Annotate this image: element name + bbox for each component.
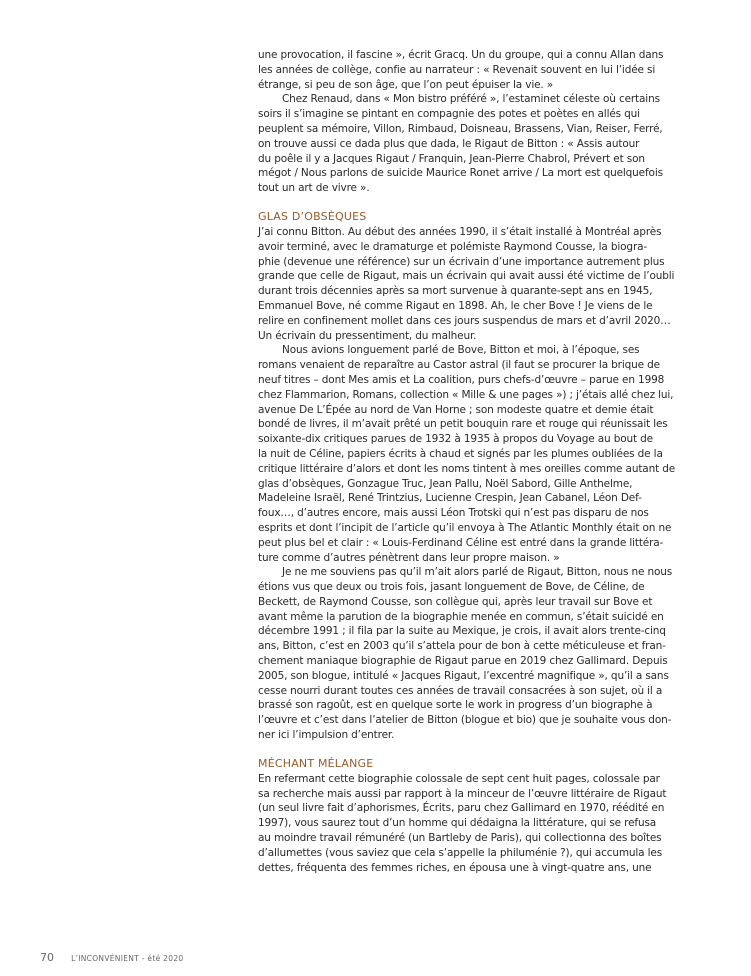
text-line: Emmanuel Bove, né comme Rigaut en 1898. Ah, le cher Bove ! Je viens de le (258, 299, 653, 312)
text-line: 1997), vous saurez tout d’un homme qui dédaigna la littérature, qui se refusa (258, 817, 657, 830)
text-line: esprits et dont l’incipit de l’article qu’il envoya à The Atlantic Monthly était on ne (258, 521, 672, 534)
text-line: les années de collège, confie au narrateur : « Revenait souvent en lui l’idée si (258, 63, 656, 76)
text-line: Un écrivain du pressentiment, du malheur. (258, 329, 477, 342)
text-line: peut plus bel et clair : « Louis-Ferdinand Céline est entré dans la grande littéra- (258, 536, 664, 549)
text-line: du poêle il y a Jacques Rigaut / Franquin, Jean-Pierre Chabrol, Prévert et son (258, 152, 645, 165)
text-line: avoir terminé, avec le dramaturge et polémiste Raymond Cousse, la biogra- (258, 240, 648, 253)
text-line: étrange, si peu de son âge, que l’on peut épuiser la vie. » (258, 78, 554, 91)
page-footer (40, 946, 183, 965)
section-heading-mechant: MÉCHANT MÉLANGE (258, 756, 374, 770)
text-line: relire en confinement mollet dans ces jours suspendus de mars et d’avril 2020… (258, 314, 671, 327)
section1-para3 (258, 565, 678, 743)
text-line: étions vus que deux ou trois fois, jasant longuement de Bove, de Céline, de (258, 581, 645, 594)
text-line: Beckett, de Raymond Cousse, son collègue qui, après leur travail sur Bove et (258, 595, 653, 608)
text-line: Nous avions longuement parlé de Bove, Bitton et moi, à l’époque, ses (282, 344, 640, 357)
text-line: cesse nourri durant toutes ces années de travail consacrées à son sujet, où il a (258, 684, 663, 697)
text-line: durant trois décennies après sa mort survenue à quarante-sept ans en 1945, (258, 285, 653, 298)
text-line: brassé son ragoût, est en quelque sorte le work in progress d’un biographe à (258, 699, 653, 712)
text-line: au moindre travail rémunéré (un Bartleby de Paris), qui collectionna des boîtes (258, 832, 662, 845)
text-line: ture comme d’autres pénètrent dans leur propre maison. » (258, 551, 560, 564)
text-line: la nuit de Céline, papiers écrits à chaud et signés par les plumes oubliées de la (258, 447, 663, 460)
text-line: d’allumettes (vous saviez que cela s’appelle la philuménie ?), qui accumula les (258, 846, 663, 859)
text-line: décembre 1991 ; il fila par la suite au Mexique, je crois, il avait alors trente-cinq (258, 625, 666, 638)
text-line: grande que celle de Rigaut, mais un écrivain qui avait aussi été victime de l’oubli (258, 270, 675, 283)
text-line: chez Flammarion, Romans, collection « Mille & une pages ») ; j’étais allé chez lui, (258, 388, 674, 401)
text-line: 2005, son blogue, intitulé « Jacques Rigaut, l’excentré magnifique », qu’il a sans (258, 669, 669, 682)
text-line: neuf titres – dont Mes amis et La coalition, purs chefs-d’œuvre – parue en 1998 (258, 373, 665, 386)
text-line: ner ici l’impulsion d’entrer. (258, 729, 395, 742)
text-line: glas d’obsèques, Gonzague Truc, Jean Pallu, Noël Sabord, Gille Anthelme, (258, 477, 633, 490)
text-line: chement maniaque biographie de Rigaut parue en 2019 chez Gallimard. Depuis (258, 655, 668, 668)
text-line: avenue De L’Épée au nord de Van Horne ; son modeste quatre et demie était (258, 403, 654, 416)
text-line: une provocation, il fascine », écrit Gracq. Un du groupe, qui a connu Allan dans (258, 49, 664, 61)
text-line: peuplent sa mémoire, Villon, Rimbaud, Doisneau, Brassens, Vian, Reiser, Ferré, (258, 122, 663, 135)
text-line: romans venaient de reparaître au Castor astral (il faut se procurer la brique de (258, 359, 660, 372)
page-number: 70 (40, 951, 54, 964)
text-line: dettes, fréquenta des femmes riches, en épousa une à vingt-quatre ans, une (258, 861, 652, 874)
text-line: l’œuvre et c’est dans l’atelier de Bitton (blogue et bio) que je souhaite vous don- (258, 714, 672, 727)
section-heading-glas: GLAS D’OBSÈQUES (258, 209, 367, 223)
text-line: J’ai connu Bitton. Au début des années 1990, il s’était installé à Montréal après (258, 225, 662, 238)
text-line: bondé de livres, il m’avait prêté un petit bouquin rare et rouge qui réunissait les (258, 418, 668, 431)
text-line: mégot / Nous parlons de suicide Maurice Ronet arrive / La mort est quelquefois (258, 167, 663, 180)
text-line: tout un art de vivre ». (258, 182, 370, 195)
text-line: Chez Renaud, dans « Mon bistro préféré », l’estaminet céleste où certains (282, 93, 660, 106)
publication-name: L’INCONVÉNIENT - été 2020 (71, 954, 184, 963)
text-line: soirs il s’imagine se pintant en compagnie des potes et poètes en allés qui (258, 108, 640, 121)
text-line: ans, Bitton, c’est en 2003 qu’il s’attela pour de bon à cette méticuleuse et fran- (258, 640, 666, 653)
text-line: soixante-dix critiques parues de 1932 à 1935 à propos du Voyage au bout de (258, 433, 653, 446)
text-line: critique littéraire d’alors et dont les noms tintent à mes oreilles comme autant de (258, 462, 676, 475)
section2-para1 (258, 772, 678, 876)
text-line: En refermant cette biographie colossale de sept cent huit pages, colossale par (258, 772, 660, 785)
text-line: foux…, d’autres encore, mais aussi Léon Trotski qui n’est pas disparu de nos (258, 507, 649, 520)
text-line: on trouve aussi ce dada plus que dada, le Rigaut de Bitton : « Assis autour (258, 137, 640, 150)
intro-text (258, 48, 678, 196)
section1-para2 (258, 343, 678, 565)
text-line: phie (devenue une référence) sur un écrivain d’une importance autrement plus (258, 255, 665, 268)
text-line: Madeleine Israël, René Trintzius, Lucienne Crespin, Jean Cabanel, Léon Def- (258, 492, 642, 505)
text-line: avant même la parution de la biographie menée en commun, s’était suicidé en (258, 610, 664, 623)
article-column (258, 0, 678, 875)
text-line: Je ne me souviens pas qu’il m’ait alors parlé de Rigaut, Bitton, nous ne nous (282, 566, 673, 579)
section1-para1 (258, 225, 678, 343)
text-line: sa recherche mais aussi par rapport à la minceur de l’œuvre littéraire de Rigaut (258, 787, 667, 800)
text-line: (un seul livre fait d’aphorismes, Écrits, paru chez Gallimard en 1970, réédité en (258, 802, 665, 815)
